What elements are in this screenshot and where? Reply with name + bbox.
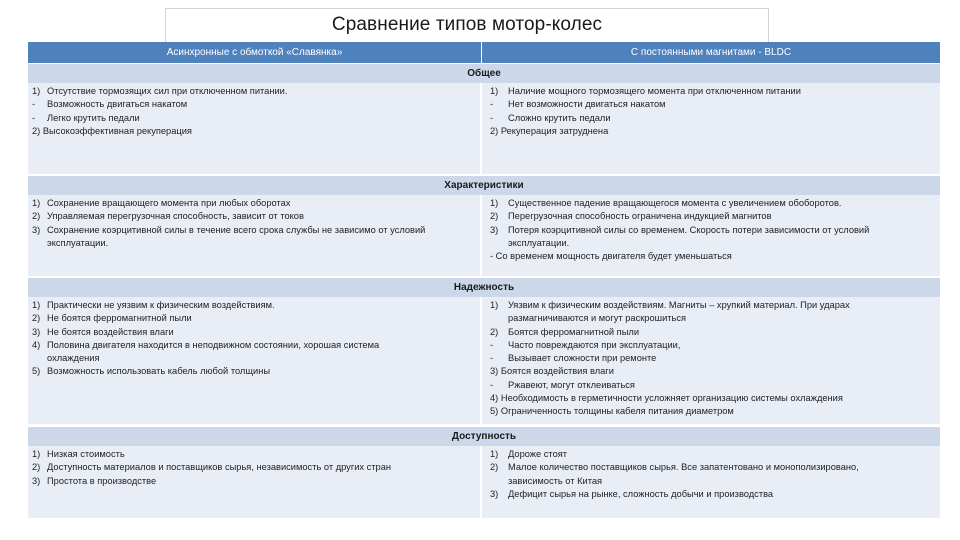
list-item (32, 85, 476, 98)
specs-bldc-cell (482, 195, 940, 276)
list-item (32, 352, 476, 365)
list-item (490, 299, 936, 312)
list-item (32, 339, 476, 352)
slide-title: Сравнение типов мотор-колес (331, 14, 603, 35)
section-row-availability (28, 446, 940, 518)
comparison-table (28, 42, 940, 518)
list-marker: 1) (32, 449, 41, 459)
list-item (32, 312, 476, 325)
list-item-text: Не боятся ферромагнитной пыли (47, 313, 192, 324)
list-item (490, 448, 936, 461)
list-marker: 1) (490, 300, 499, 310)
list-marker: 2) (32, 313, 41, 324)
list-item (32, 125, 476, 138)
list-item-text: Дефицит сырья на рынке, сложность добычи и производства (508, 488, 774, 499)
list-item-text: Сохранение коэрцитивной силы в течение всего срока службы не зависимо от условий (47, 224, 426, 235)
list-item (490, 392, 936, 405)
list-item-text: Наличие мощного тормозящего момента при отключенном питании (508, 86, 801, 96)
list-marker: - (490, 353, 494, 364)
section-row-general (28, 83, 940, 174)
list-item-text: Дороже стоят (508, 449, 568, 459)
list-item (32, 299, 476, 312)
list-item (32, 210, 476, 223)
list-item-text: Возможность использовать кабель любой толщины (47, 366, 271, 377)
list-item (490, 379, 936, 392)
list-item (32, 197, 476, 210)
list-item-text: Малое количество поставщиков сырья. Все запатентовано и монополизировано, (508, 462, 859, 473)
list-marker: - (490, 379, 494, 390)
list-marker: 1) (490, 449, 499, 459)
list-item-text: Практически не уязвим к физическим воздействиям. (47, 300, 275, 310)
list-marker: 2) (32, 462, 41, 473)
list-item (490, 488, 936, 501)
list-item (32, 112, 476, 125)
list-item (32, 326, 476, 339)
list-item-text: Часто повреждаются при эксплуатации, (508, 339, 681, 350)
list-item-text: - Со временем мощность двигателя будет уменьшаться (490, 251, 732, 262)
list-item (490, 125, 936, 138)
list-marker: 3) (32, 475, 41, 486)
list-item-text: Отсутствие тормозящих сил при отключенном питании. (47, 86, 288, 96)
availability-bldc-cell (482, 446, 940, 518)
list-marker: - (490, 339, 494, 350)
list-item-text: Доступность материалов и поставщиков сырья, независимость от других стран (47, 462, 392, 473)
list-marker: 1) (32, 198, 41, 208)
list-item-text: Не боятся воздействия влаги (47, 326, 174, 337)
list-marker: 1) (32, 86, 41, 96)
list-item-text: 5) Ограниченность толщины кабеля питания диаметром (490, 406, 734, 417)
list-item-text: Возможность двигаться накатом (47, 99, 188, 110)
list-item (32, 475, 476, 488)
list-marker: 1) (490, 86, 499, 96)
list-item (490, 475, 936, 488)
list-marker: 1) (32, 300, 41, 310)
list-item-text: Легко крутить педали (47, 112, 140, 123)
list-item (32, 98, 476, 111)
list-item (490, 312, 936, 325)
list-marker: 2) (32, 211, 41, 222)
list-marker: 1) (490, 198, 499, 208)
section-row-reliability (28, 297, 940, 424)
list-marker: 5) (32, 366, 41, 377)
list-marker: - (490, 112, 494, 123)
list-marker: 3) (32, 326, 41, 337)
list-item-text: размагничиваются и могут раскрошиться (508, 313, 687, 324)
list-marker: - (32, 112, 36, 123)
list-item (490, 98, 936, 111)
list-item-text: охлаждения (47, 353, 100, 364)
list-item-text: Низкая стоимость (47, 449, 125, 459)
list-marker: 4) (32, 339, 41, 350)
list-item (490, 112, 936, 125)
list-item-text: Управляемая перегрузочная способность, зависит от токов (47, 211, 304, 222)
list-item-text: Боятся ферромагнитной пыли (508, 326, 640, 337)
general-async-cell (28, 83, 482, 174)
list-item-text: эксплуатации. (508, 237, 570, 248)
list-item (32, 461, 476, 474)
list-marker: 2) (490, 462, 499, 473)
list-item-text: эксплуатации. (47, 237, 109, 248)
section-header-general: Общее (28, 63, 940, 83)
list-item-text: Сохранение вращающего момента при любых оборотах (47, 198, 291, 208)
list-marker: - (32, 99, 36, 110)
list-item (490, 85, 936, 98)
list-item-text: Существенное падение вращающегося момента с увеличением обоборотов. (508, 198, 842, 208)
list-item-text: 4) Необходимость в герметичности усложняет организацию системы охлаждения (490, 393, 843, 404)
section-header-reliability: Надежность (28, 277, 940, 297)
section-header-availability: Доступность (28, 426, 940, 446)
specs-async-cell (28, 195, 482, 276)
general-bldc-cell (482, 83, 940, 174)
list-item (490, 339, 936, 352)
list-item (490, 326, 936, 339)
list-item (490, 210, 936, 223)
list-item-text: 2) Высокоэффективная рекуперация (32, 125, 192, 136)
list-item (490, 405, 936, 418)
column-header-bldc: С постоянными магнитами - BLDC (482, 42, 940, 63)
list-item-text: зависимость от Китая (508, 475, 603, 486)
list-item (490, 365, 936, 378)
list-marker: 3) (490, 224, 499, 235)
list-item (490, 224, 936, 237)
list-item (32, 224, 476, 237)
list-item (32, 237, 476, 250)
list-item (490, 250, 936, 263)
availability-async-cell (28, 446, 482, 518)
list-marker: 3) (490, 488, 499, 499)
list-item-text: Уязвим к физическим воздействиям. Магниты – хрупкий материал. При ударах (508, 300, 850, 310)
list-item (490, 197, 936, 210)
list-item (32, 365, 476, 378)
list-item (490, 237, 936, 250)
list-item-text: Потеря коэрцитивной силы со временем. Скорость потери зависимости от условий (508, 224, 870, 235)
list-item-text: Вызывает сложности при ремонте (508, 353, 657, 364)
list-item (490, 352, 936, 365)
list-item-text: Половина двигателя находится в неподвижном состоянии, хорошая система (47, 339, 380, 350)
list-item-text: 2) Рекуперация затруднена (490, 125, 609, 136)
table-header-row (28, 42, 940, 63)
list-item-text: Простота в производстве (47, 475, 157, 486)
section-header-specs: Характеристики (28, 175, 940, 195)
list-item-text: Сложно крутить педали (508, 112, 611, 123)
list-item-text: Ржавеют, могут отклеиваться (508, 379, 635, 390)
reliability-bldc-cell (482, 297, 940, 424)
list-item-text: Перегрузочная способность ограничена индукцией магнитов (508, 211, 772, 222)
list-item (32, 448, 476, 461)
reliability-async-cell (28, 297, 482, 424)
list-item-text: 3) Боятся воздействия влаги (490, 366, 614, 377)
list-marker: 2) (490, 326, 499, 337)
list-marker: - (490, 99, 494, 110)
section-row-specs (28, 195, 940, 276)
list-marker: 2) (490, 211, 499, 222)
column-header-async: Асинхронные с обмоткой «Славянка» (28, 42, 482, 63)
list-item-text: Нет возможности двигаться накатом (508, 99, 666, 110)
list-item (490, 461, 936, 474)
list-marker: 3) (32, 224, 41, 235)
